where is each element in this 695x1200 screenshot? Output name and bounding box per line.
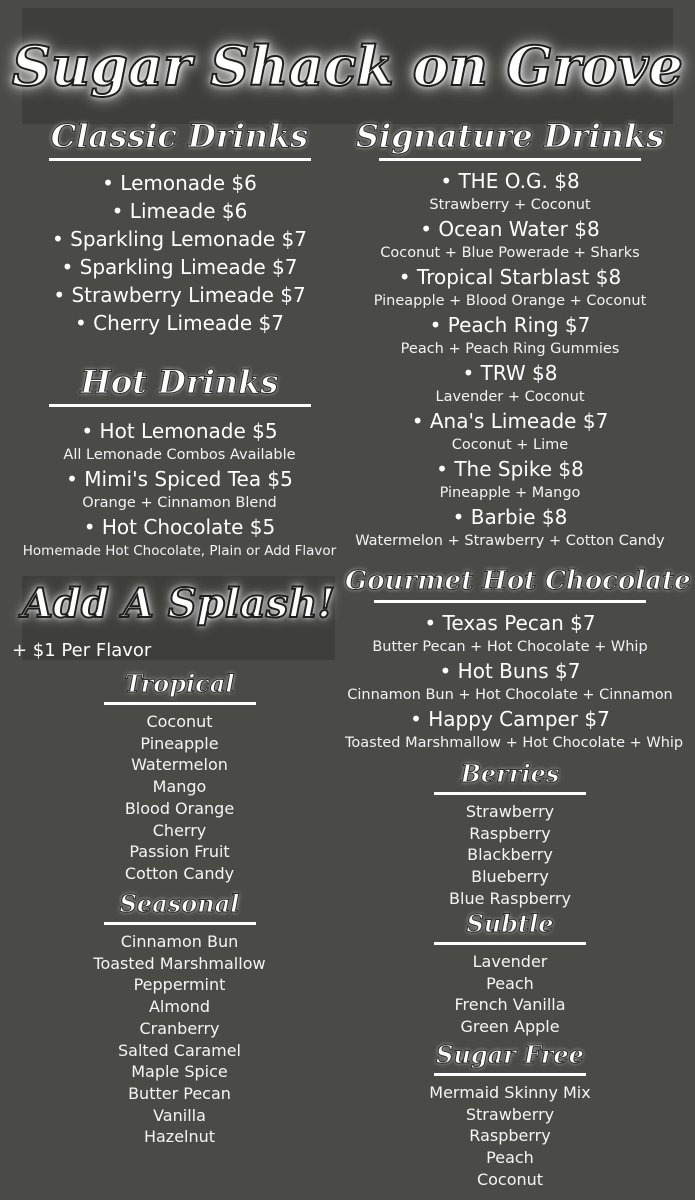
seasonal-divider bbox=[104, 922, 256, 925]
menu-item: • Sparkling Limeade $7 bbox=[61, 255, 298, 279]
menu-item-description: Coconut + Blue Powerade + Sharks bbox=[380, 245, 640, 261]
menu-item-description: Peach + Peach Ring Gummies bbox=[400, 341, 620, 357]
menu-item: • Lemonade $6 bbox=[102, 171, 257, 195]
seasonal-heading: Seasonal bbox=[119, 889, 240, 918]
menu-item: • Barbie $8 bbox=[452, 505, 568, 529]
flavor-item: Blood Orange bbox=[124, 798, 235, 818]
flavor-item: Peach bbox=[486, 973, 534, 993]
flavor-item: Mango bbox=[152, 777, 207, 797]
flavor-item: Butter Pecan bbox=[128, 1083, 231, 1103]
menu-item: • Ocean Water $8 bbox=[420, 217, 600, 241]
seasonal-flavors-section bbox=[22, 889, 337, 1148]
flavor-item: Mermaid Skinny Mix bbox=[429, 1083, 591, 1102]
menu-item: • Hot Chocolate $5 bbox=[83, 515, 276, 539]
menu-item: • TRW $8 bbox=[462, 361, 558, 385]
menu-item: • Mimi's Spiced Tea $5 bbox=[66, 467, 293, 491]
flavor-item: Coconut bbox=[476, 1169, 544, 1189]
flavor-item: Cherry bbox=[152, 820, 207, 840]
menu-item: • The Spike $8 bbox=[436, 457, 584, 481]
menu-item: • Cherry Limeade $7 bbox=[75, 311, 284, 335]
flavor-item: Coconut bbox=[146, 712, 213, 731]
berries-divider bbox=[434, 792, 586, 795]
menu-item: • Ana's Limeade $7 bbox=[411, 409, 609, 433]
menu-item-description: Pineapple + Blood Orange + Coconut bbox=[373, 293, 647, 309]
flavor-item: Pineapple bbox=[140, 733, 219, 753]
menu-item: • THE O.G. $8 bbox=[440, 169, 580, 193]
menu-item-description: Pineapple + Mango bbox=[439, 485, 581, 501]
menu-item-description: Lavender + Coconut bbox=[435, 389, 585, 405]
berries-flavors-section bbox=[345, 759, 675, 910]
flavor-item: Cinnamon Bun bbox=[120, 932, 239, 951]
flavor-item: Cotton Candy bbox=[124, 863, 235, 883]
flavor-item: Maple Spice bbox=[131, 1062, 228, 1082]
flavor-item: French Vanilla bbox=[454, 995, 566, 1015]
flavor-item: Peach bbox=[486, 1148, 534, 1168]
menu-item: • Sparkling Lemonade $7 bbox=[52, 227, 307, 251]
flavor-item: Raspberry bbox=[469, 1126, 551, 1146]
tropical-heading: Tropical bbox=[124, 669, 235, 698]
menu-item-description: Butter Pecan + Hot Chocolate + Whip bbox=[372, 639, 648, 655]
flavor-item: Almond bbox=[148, 997, 211, 1017]
subtle-flavors-section bbox=[345, 909, 675, 1038]
sugar-free-flavors-section bbox=[345, 1040, 675, 1191]
tropical-divider bbox=[104, 702, 256, 705]
flavor-item: Hazelnut bbox=[143, 1127, 216, 1147]
tropical-flavors-section bbox=[22, 669, 337, 885]
menu-item: • Strawberry Limeade $7 bbox=[53, 283, 306, 307]
flavor-item: Blackberry bbox=[467, 845, 553, 865]
classic-drinks-section bbox=[22, 117, 337, 337]
flavor-item: Blueberry bbox=[471, 867, 549, 887]
title-banner bbox=[12, 8, 683, 124]
menu-item-description: All Lemonade Combos Available bbox=[63, 447, 296, 463]
berries-heading: Berries bbox=[460, 759, 560, 788]
signature-drinks-heading: Signature Drinks bbox=[355, 117, 665, 155]
menu-item-description: Toasted Marshmallow + Hot Chocolate + Whip bbox=[345, 735, 684, 751]
menu-item: • Tropical Starblast $8 bbox=[398, 265, 622, 289]
flavor-item: Blue Raspberry bbox=[449, 888, 571, 908]
classic-drinks-divider bbox=[49, 158, 311, 161]
menu-item: • Peach Ring $7 bbox=[429, 313, 591, 337]
hot-drinks-section bbox=[22, 363, 337, 561]
menu-item-description: Homemade Hot Chocolate, Plain or Add Flavor bbox=[22, 543, 337, 559]
menu-item-description: Watermelon + Strawberry + Cotton Candy bbox=[355, 533, 665, 549]
gourmet-hot-chocolate-heading: Gourmet Hot Chocolate bbox=[345, 566, 691, 596]
flavor-item: Vanilla bbox=[153, 1105, 206, 1125]
sugar-free-divider bbox=[434, 1073, 586, 1076]
flavor-item: Green Apple bbox=[460, 1017, 560, 1037]
signature-drinks-divider bbox=[379, 158, 641, 161]
add-a-splash-heading: Add A Splash! bbox=[22, 580, 335, 627]
menu-item: • Happy Camper $7 bbox=[410, 707, 610, 731]
menu-item-description: Strawberry + Coconut bbox=[429, 197, 591, 213]
menu-item: • Hot Buns $7 bbox=[439, 659, 581, 683]
hot-drinks-heading: Hot Drinks bbox=[80, 363, 279, 401]
flavor-item: Lavender bbox=[472, 952, 548, 971]
gourmet-hot-chocolate-section bbox=[345, 566, 691, 753]
signature-drinks-section bbox=[345, 117, 675, 551]
splash-price: + $1 Per Flavor bbox=[12, 640, 152, 661]
menu-item-description: Cinnamon Bun + Hot Chocolate + Cinnamon bbox=[347, 687, 673, 703]
menu-item: • Limeade $6 bbox=[111, 199, 248, 223]
subtle-heading: Subtle bbox=[466, 909, 554, 938]
menu-item: • Hot Lemonade $5 bbox=[81, 419, 278, 443]
menu-item: • Texas Pecan $7 bbox=[424, 611, 596, 635]
flavor-item: Strawberry bbox=[465, 1104, 555, 1124]
gourmet-hot-chocolate-divider bbox=[374, 600, 646, 603]
flavor-item: Watermelon bbox=[131, 755, 228, 775]
hot-drinks-divider bbox=[49, 404, 311, 407]
menu-item-description: Coconut + Lime bbox=[451, 437, 569, 453]
flavor-item: Peppermint bbox=[133, 975, 226, 995]
sugar-free-heading: Sugar Free bbox=[436, 1040, 584, 1069]
flavor-item: Toasted Marshmallow bbox=[93, 953, 266, 973]
flavor-item: Strawberry bbox=[465, 802, 555, 821]
menu-title: Sugar Shack on Grove bbox=[12, 34, 683, 98]
flavor-item: Salted Caramel bbox=[118, 1040, 241, 1060]
flavor-item: Raspberry bbox=[469, 823, 551, 843]
menu-item-description: Orange + Cinnamon Blend bbox=[82, 495, 277, 511]
classic-drinks-heading: Classic Drinks bbox=[50, 117, 309, 155]
subtle-divider bbox=[434, 942, 586, 945]
flavor-item: Cranberry bbox=[139, 1018, 220, 1038]
flavor-item: Passion Fruit bbox=[129, 842, 230, 862]
